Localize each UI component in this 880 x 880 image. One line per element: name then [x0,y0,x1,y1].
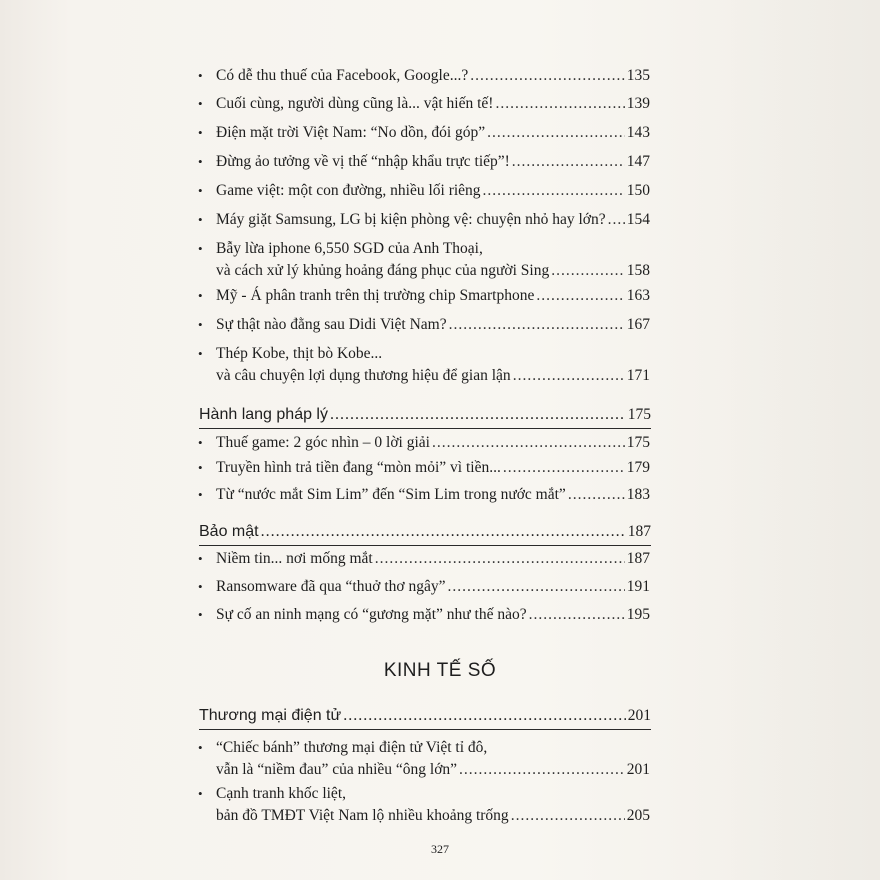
bullet: • [198,96,203,111]
entry-title-continued: và cách xử lý khủng hoảng đáng phục của người Sing [216,262,550,279]
toc-entry [198,576,650,598]
entry-title: Máy giặt Samsung, LG bị kiện phòng vệ: chuyện nhỏ hay lớn? [216,211,606,228]
leader-dots [459,759,625,781]
toc-entry [198,122,650,144]
toc-entry [198,737,650,781]
leader-dots [330,404,626,426]
entry-title: Thép Kobe, thịt bò Kobe... [216,345,383,362]
toc-entry [198,180,650,202]
bullet: • [198,740,203,755]
page-number: 150 [626,182,650,199]
page-number: 147 [626,153,650,170]
bullet: • [198,435,203,450]
entry-title: Mỹ - Á phân tranh trên thị trường chip Smartphone [216,287,535,304]
page-number: 205 [626,807,650,824]
bullet: • [198,487,203,502]
leader-dots [511,805,625,827]
page-number: 139 [626,95,650,112]
page-number: 195 [626,606,650,623]
bullet: • [198,786,203,801]
chapter-title: KINH TẾ SỐ [383,660,497,681]
leader-dots [449,314,625,336]
toc-entry [198,783,650,827]
page-number: 163 [626,287,650,304]
leader-dots [529,604,625,626]
page-number: 154 [626,211,650,228]
bullet: • [198,579,203,594]
toc-entry [198,151,650,173]
bullet: • [198,346,203,361]
page-number: 143 [626,124,650,141]
section-heading-legal [199,404,651,429]
entry-title: Game việt: một con đường, nhiều lối riêng [216,182,481,199]
leader-dots [487,122,625,144]
entry-title: Bẫy lừa iphone 6,550 SGD của Anh Thoại, [216,240,483,257]
leader-dots [483,180,625,202]
entry-title: Thuế game: 2 góc nhìn – 0 lời giải [216,434,430,451]
leader-dots [375,548,625,570]
toc-entry [198,209,650,231]
page-number: 187 [626,550,650,567]
leader-dots [513,365,625,387]
entry-title: Cuối cùng, người dùng cũng là... vật hiến tế! [216,95,494,112]
bullet: • [198,241,203,256]
leader-dots [432,432,625,454]
page-number: 171 [626,367,650,384]
entry-title: Niềm tin... nơi mống mắt [216,550,373,567]
leader-dots [261,521,626,543]
entry-title: Sự thật nào đằng sau Didi Việt Nam? [216,316,447,333]
page-number: 183 [626,486,650,503]
entry-title: Đừng ảo tưởng về vị thế “nhập khẩu trực tiếp”! [216,153,510,170]
page-number: 175 [627,406,651,423]
leader-dots [608,209,625,231]
bullet: • [198,551,203,566]
bullet: • [198,68,203,83]
entry-title-continued: vẫn là “niềm đau” của nhiều “ông lớn” [216,761,458,778]
entry-title: Sự cố an ninh mạng có “gương mặt” như thế nào? [216,606,527,623]
leader-dots [536,285,624,307]
page-number: 187 [627,523,651,540]
entry-title: Điện mặt trời Việt Nam: “No dồn, đói góp” [216,124,486,141]
toc-entry [198,432,650,454]
page-number: 179 [626,459,650,476]
entry-title: “Chiếc bánh” thương mại điện tử Việt tỉ đô, [216,739,488,756]
toc-entry [198,484,650,506]
bullet: • [198,183,203,198]
leader-dots [568,484,625,506]
section-title: Hành lang pháp lý [199,406,328,423]
entry-title: Cạnh tranh khốc liệt, [216,785,346,802]
leader-dots [512,151,625,173]
bullet: • [198,212,203,227]
bullet: • [198,154,203,169]
section-heading-security [199,521,651,546]
toc-entry [198,343,650,387]
bullet: • [198,125,203,140]
leader-dots [470,65,625,87]
entry-title-continued: bản đồ TMĐT Việt Nam lộ nhiều khoảng trống [216,807,509,824]
toc-entry [198,238,650,282]
entry-title: Từ “nước mắt Sim Lim” đến “Sim Lim trong nước mắt” [216,486,566,503]
page-number: 167 [626,316,650,333]
page-number: 201 [626,761,650,778]
bullet: • [198,460,203,475]
leader-dots [551,260,625,282]
entry-title-continued: và câu chuyện lợi dụng thương hiệu để gian lận [216,367,511,384]
toc-entry [198,65,650,87]
page-number: 201 [627,707,651,724]
page-number: 191 [626,578,650,595]
leader-dots [343,705,626,727]
toc-entry [198,604,650,626]
toc-entry [198,314,650,336]
page-shadow [710,0,880,880]
leader-dots [495,93,624,115]
entry-title: Ransomware đã qua “thuở thơ ngây” [216,578,446,595]
bullet: • [198,288,203,303]
toc-entry [198,457,650,479]
section-heading-ecommerce [199,705,651,730]
entry-title: Truyền hình trả tiền đang “mòn mỏi” vì tiền... [216,459,501,476]
entry-title: Có dễ thu thuế của Facebook, Google...? [216,67,469,84]
toc-entry [198,93,650,115]
leader-dots [447,576,624,598]
leader-dots [503,457,625,479]
page-number: 175 [626,434,650,451]
toc-entry [198,285,650,307]
section-title: Bảo mật [199,523,259,540]
page-number: 135 [626,67,650,84]
bullet: • [198,607,203,622]
bullet: • [198,317,203,332]
page-number: 158 [626,262,650,279]
toc-entry [198,548,650,570]
page-folio: 327 [431,842,449,856]
section-title: Thương mại điện tử [199,707,342,724]
